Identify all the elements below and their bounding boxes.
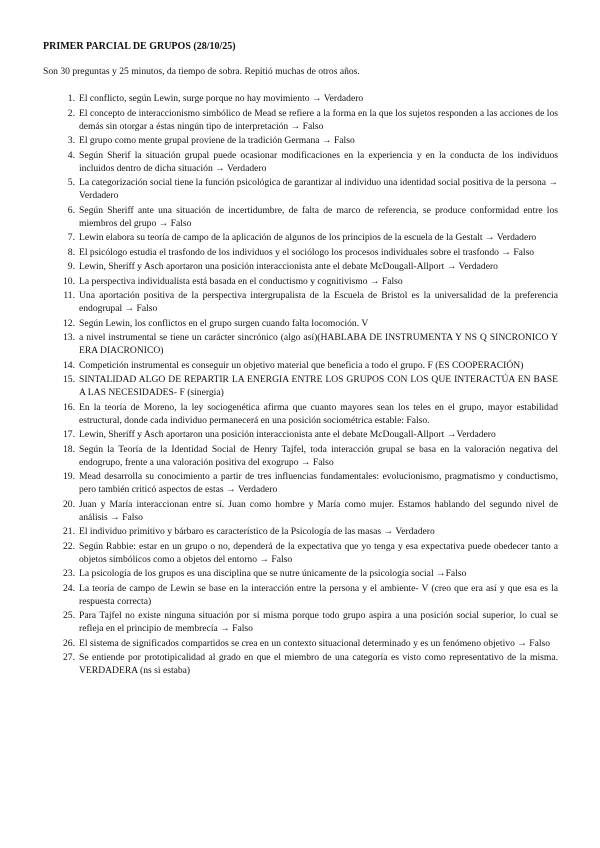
question-number: 13.	[63, 332, 75, 343]
question-number: 6.	[67, 204, 75, 216]
question-number: 15.	[63, 374, 75, 385]
question-item	[43, 525, 558, 538]
question-list	[43, 92, 558, 677]
question-text: El concepto de interaccionismo simbólico de Mead se refiere a la forma en la que los sujetos responden a las acciones de los demás sin otorgar a éstas ningún tipo de interpretación → Falso	[79, 107, 558, 132]
question-text: El conflicto, según Lewin, surge porque no hay movimiento → Verdadero	[79, 93, 364, 104]
question-text: Juan y María interaccionan entre sí. Juan como hombre y María como mujer. Estamos hablando del segundo nivel de análisis → Falso	[79, 498, 558, 523]
question-item	[43, 134, 558, 147]
question-number: 16.	[63, 401, 75, 413]
question-number: 23.	[63, 568, 75, 579]
question-number: 7.	[67, 232, 75, 243]
question-number: 21.	[63, 526, 75, 537]
question-text: Lewin, Sheriff y Asch aportaron una posición interaccionista ante el debate McDougall-Allport →Verdadero	[79, 429, 496, 440]
question-text: Una aportación positiva de la perspectiva intergrupalista de la Escuela de Bristol es la universalidad de la preferencia endogrupal → Falso	[79, 290, 558, 314]
question-text: El sistema de significados compartidos se crea en un contexto situacional determinado y es un fenómeno objetivo → Falso	[79, 637, 551, 649]
question-item	[43, 92, 558, 105]
question-text: El individuo primitivo y bárbaro es característico de la Psicología de las masas → Verdadero	[79, 526, 435, 537]
question-item	[43, 470, 558, 496]
question-text: Para Tajfel no existe ninguna situación por sí misma porque todo grupo aspira a una posición social superior, lo cual se refleja en el principio de membrecía → Falso	[79, 610, 558, 634]
question-item	[43, 359, 558, 372]
question-number: 9.	[67, 261, 75, 272]
question-number: 14.	[63, 359, 75, 371]
question-item	[43, 149, 558, 175]
question-number: 18.	[63, 443, 75, 455]
question-item	[43, 567, 558, 580]
question-text: El grupo como mente grupal proviene de la tradición Germana → Falso	[79, 135, 355, 146]
question-item	[43, 373, 558, 399]
question-text: SINTALIDAD ALGO DE REPARTIR LA ENERGIA ENTRE LOS GRUPOS CON LOS QUE INTERACTÚA EN BASE A LAS NECESIDADES- F (sinergia)	[79, 374, 558, 398]
question-text: Se entiende por prototipicalidad al grado en que el miembro de una categoría es visto como representativo de la misma. VERDADERA (ns si estaba)	[79, 652, 558, 676]
question-item	[43, 401, 558, 427]
document-intro: Son 30 preguntas y 25 minutos, da tiempo de sobra. Repitió muchas de otros años.	[43, 66, 360, 77]
question-item	[43, 540, 558, 566]
question-text: Lewin, Sheriff y Asch aportaron una posición interaccionista ante el debate McDougall-Allport → Verdadero	[79, 261, 498, 272]
question-number: 24.	[63, 582, 75, 594]
question-number: 1.	[67, 93, 75, 104]
question-item	[43, 637, 558, 650]
question-number: 17.	[63, 429, 75, 440]
document-page	[43, 40, 558, 679]
question-text: Mead desarrolla su conocimiento a partir de tres influencias fundamentales: evolucionismo, pragmatismo y conductismo, pero también criticó aspectos de estas → Verdadero	[79, 471, 558, 495]
question-number: 27.	[63, 652, 75, 663]
question-item	[43, 176, 558, 202]
question-number: 25.	[63, 610, 75, 621]
question-text: Lewin elabora su teoría de campo de la aplicación de algunos de los principios de la escuela de la Gestalt → Verdadero	[79, 232, 537, 243]
question-item	[43, 443, 558, 469]
question-number: 4.	[67, 149, 75, 161]
question-number: 26.	[63, 637, 75, 649]
question-item	[43, 498, 558, 524]
question-item	[43, 204, 558, 230]
question-item	[43, 609, 558, 635]
question-text: En la teoría de Moreno, la ley sociogenética afirma que cuanto mayores sean los teles en el grupo, mayor estabilidad estructural, donde cada individuo permanecerá en una posición sociométrica estable: Falso.	[79, 401, 558, 426]
question-item	[43, 317, 558, 330]
question-item	[43, 246, 558, 259]
question-item	[43, 107, 558, 133]
question-item	[43, 260, 558, 273]
question-number: 2.	[67, 107, 75, 119]
question-text: El psicólogo estudia el trasfondo de los individuos y el sociólogo los procesos individuales sobre el trasfondo → Falso	[79, 246, 535, 258]
question-number: 10.	[63, 275, 75, 287]
question-number: 22.	[63, 540, 75, 552]
question-text: Según Lewin, los conflictos en el grupo surgen cuando falta locomoción. V	[79, 317, 369, 329]
question-item	[43, 331, 558, 357]
question-text: Según Rabbie: estar en un grupo o no, dependerá de la expectativa que yo tenga y esa expectativa puede obedecer tanto a objetos simbólicos como a objetos del entorno → Falso	[79, 540, 558, 565]
question-item	[43, 275, 558, 288]
question-number: 11.	[63, 290, 75, 301]
question-text: Competición instrumental es conseguir un objetivo material que beneficia a todo el grupo. F (ES COOPERACIÓN)	[79, 359, 524, 371]
question-text: Según la Teoría de la Identidad Social de Henry Tajfel, toda interacción grupal se basa en la valoración negativa del endogrupo, frente a una valoración positiva del exogrupo → Falso	[79, 443, 558, 468]
question-text: La categorización social tiene la función psicológica de garantizar al individuo una identidad social positiva de la persona → Verdadero	[79, 177, 558, 201]
question-text: La perspectiva individualista está basada en el conductismo y cognitivismo → Falso	[79, 275, 403, 287]
question-item	[43, 231, 558, 244]
question-text: Según Sherif la situación grupal puede ocasionar modificaciones en la experiencia y en la conducta de los individuos incluidos dentro de dicha situación → Verdadero	[79, 149, 558, 174]
question-item	[43, 582, 558, 608]
question-item	[43, 651, 558, 677]
question-number: 3.	[67, 135, 75, 146]
question-number: 12.	[63, 317, 75, 329]
question-text: Según Sheriff ante una situación de incertidumbre, de falta de marco de referencia, se produce conformidad entre los miembros del grupo → Falso	[79, 204, 558, 229]
question-number: 20.	[63, 498, 75, 510]
question-text: La psicología de los grupos es una disciplina que se nutre únicamente de la psicología social →Falso	[79, 568, 467, 579]
question-number: 8.	[67, 246, 75, 258]
question-text: La teoría de campo de Lewin se base en la interacción entre la persona y el ambiente- V (creo que era así y que esa es la respuesta correcta)	[79, 582, 558, 607]
question-number: 5.	[67, 177, 75, 188]
question-number: 19.	[63, 471, 75, 482]
question-item	[43, 289, 558, 315]
document-title: PRIMER PARCIAL DE GRUPOS (28/10/25)	[43, 41, 236, 52]
question-text: a nivel instrumental se tiene un carácter sincrónico (algo así)(HABLABA DE INSTRUMENTA Y NS Q SINCRONICO Y ERA DIACRONICO)	[79, 332, 558, 356]
question-item	[43, 428, 558, 441]
